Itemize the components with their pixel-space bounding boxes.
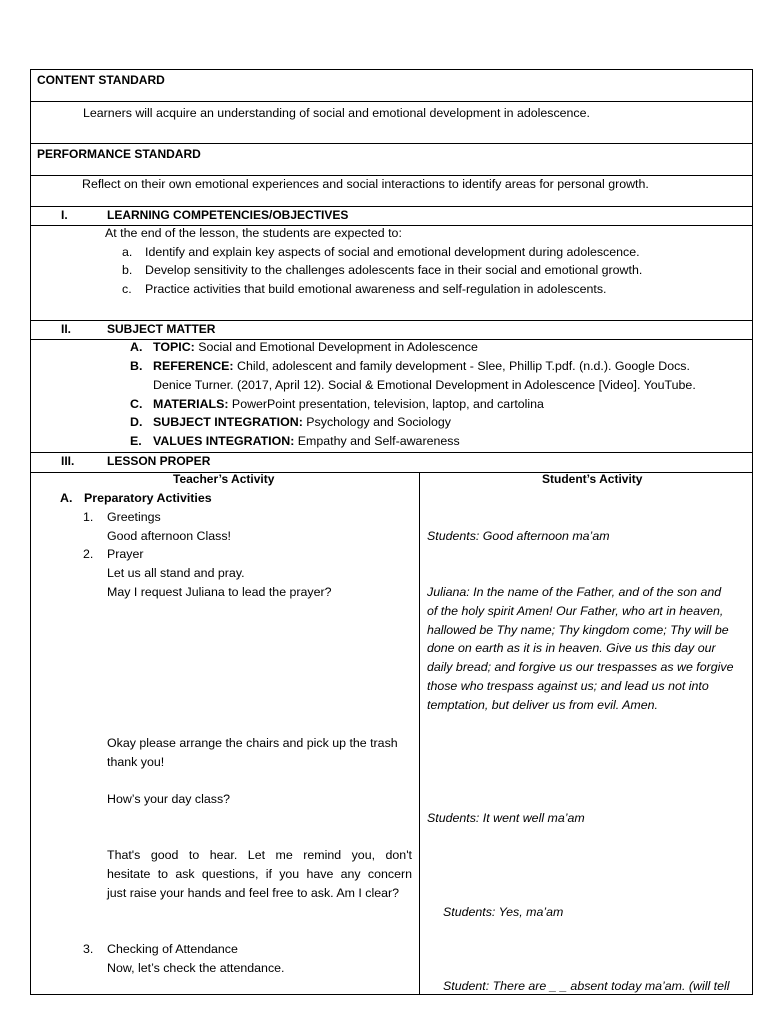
remind-line: hesitate to ask questions, if you have any concern: [107, 867, 412, 881]
prep-heading: Preparatory Activities: [84, 491, 212, 505]
attendance-marker: 3.: [83, 942, 94, 956]
subject-matter-row: [31, 340, 752, 453]
subject-item-marker: C.: [130, 397, 143, 411]
attendance-line: Now, let’s check the attendance.: [107, 961, 285, 975]
subject-item-label: TOPIC:: [153, 340, 195, 354]
lesson-proper-numeral: III.: [61, 454, 75, 468]
performance-standard-row: [31, 176, 752, 207]
objective-marker: b.: [122, 263, 133, 277]
juliana-prayer-line: Juliana: In the name of the Father, and of the son and: [427, 585, 722, 599]
lesson-proper-heading: LESSON PROPER: [107, 454, 211, 468]
subject-item-text: PowerPoint presentation, television, laptop, and cartolina: [228, 397, 544, 411]
greetings-marker: 1.: [83, 510, 94, 524]
performance-standard-text: Reflect on their own emotional experiences and social interactions to identify areas for personal growth.: [82, 177, 649, 191]
student-absent-response: Student: There are _ _ absent today ma’am. (will tell: [443, 979, 730, 993]
juliana-prayer-line: those who trespass against us; and lead us not into: [427, 679, 709, 693]
subject-item-text: Empathy and Self-awareness: [294, 434, 460, 448]
lesson-plan-table: [30, 69, 753, 995]
arrange-line: Okay please arrange the chairs and pick up the trash: [107, 736, 398, 750]
juliana-prayer-line: temptation, but deliver us from evil. Amen.: [427, 698, 658, 712]
subject-item-label: SUBJECT INTEGRATION:: [153, 415, 303, 429]
performance-standard-heading: PERFORMANCE STANDARD: [37, 147, 201, 161]
column-divider: [419, 473, 420, 995]
subject-matter-heading: SUBJECT MATTER: [107, 322, 216, 336]
remind-line: just raise your hands and feel free to ask. Am I clear?: [107, 886, 400, 900]
subject-item-text: Social and Emotional Development in Adolescence: [194, 340, 478, 354]
content-standard-header-row: [31, 70, 752, 102]
objective-marker: c.: [122, 282, 132, 296]
objective-item: Practice activities that build emotional awareness and self-regulation in adolescents.: [145, 282, 607, 296]
prayer-request-line: May I request Juliana to lead the prayer?: [107, 585, 332, 599]
juliana-prayer-line: done on earth as it is in heaven. Give us this day our: [427, 641, 716, 655]
subject-item-reference: [153, 357, 690, 376]
subject-item-reference-continued: Denice Turner. (2017, April 12). Social & Emotional Development in Adolescence [Video]. YouTube.: [153, 378, 696, 392]
student-clear-response: Students: Yes, ma’am: [443, 905, 564, 919]
teacher-activity-header: Teacher’s Activity: [173, 472, 275, 486]
objective-marker: a.: [122, 245, 133, 259]
student-day-response: Students: It went well ma’am: [427, 811, 585, 825]
content-standard-row: [31, 102, 752, 144]
objective-item: Identify and explain key aspects of social and emotional development during adolescence.: [145, 245, 640, 259]
subject-item-label: REFERENCE:: [153, 359, 234, 373]
prayer-title: Prayer: [107, 547, 144, 561]
subject-matter-numeral: II.: [61, 322, 72, 336]
greetings-line: Good afternoon Class!: [107, 529, 231, 543]
subject-item-values: [153, 432, 460, 451]
juliana-prayer-line: hallowed be Thy name; Thy kingdom come; Thy will be: [427, 623, 729, 637]
attendance-title: Checking of Attendance: [107, 942, 238, 956]
objective-item: Develop sensitivity to the challenges adolescents face in their social and emotional growth.: [145, 263, 643, 277]
objectives-row: [31, 226, 752, 321]
content-standard-text: Learners will acquire an understanding of social and emotional development in adolescence.: [83, 106, 590, 120]
subject-item-topic: [153, 338, 478, 357]
subject-item-marker: A.: [130, 340, 143, 354]
remind-line: That's good to hear. Let me remind you, don't: [107, 848, 412, 862]
student-activity-header: Student’s Activity: [542, 472, 643, 486]
objectives-intro: At the end of the lesson, the students are expected to:: [105, 226, 402, 240]
subject-item-marker: B.: [130, 359, 143, 373]
subject-item-label: VALUES INTEGRATION:: [153, 434, 295, 448]
subject-item-integration: [153, 413, 451, 432]
juliana-prayer-line: of the holy spirit Amen! Our Father, who art in heaven,: [427, 604, 724, 618]
performance-standard-header-row: [31, 144, 752, 176]
subject-item-text: Child, adolescent and family development - Slee, Phillip T.pdf. (n.d.). Google Docs.: [233, 359, 690, 373]
arrange-line: thank you!: [107, 755, 165, 769]
subject-item-marker: D.: [130, 415, 143, 429]
subject-item-materials: [153, 395, 544, 414]
greetings-title: Greetings: [107, 510, 161, 524]
subject-item-label: MATERIALS:: [153, 397, 229, 411]
subject-item-marker: E.: [130, 434, 142, 448]
prayer-line: Let us all stand and pray.: [107, 566, 245, 580]
prep-marker: A.: [60, 491, 73, 505]
objectives-heading: LEARNING COMPETENCIES/OBJECTIVES: [107, 208, 349, 222]
subject-item-text: Psychology and Sociology: [302, 415, 451, 429]
objectives-numeral: I.: [61, 208, 68, 222]
prayer-marker: 2.: [83, 547, 94, 561]
juliana-prayer-line: daily bread; and forgive us our trespasses as we forgive: [427, 660, 734, 674]
lesson-proper-header-row: [31, 453, 752, 473]
day-question: How’s your day class?: [107, 792, 231, 806]
content-standard-heading: CONTENT STANDARD: [37, 73, 165, 87]
student-greeting-response: Students: Good afternoon ma’am: [427, 529, 610, 543]
